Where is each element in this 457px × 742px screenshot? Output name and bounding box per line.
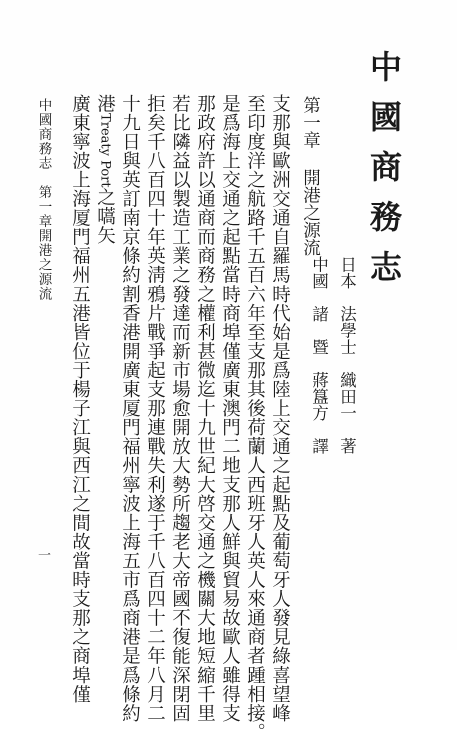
body-column-1: 支那與歐洲交通自羅馬時代始是爲陸上交通之起點及葡萄牙人發見綠喜望峰 bbox=[269, 94, 291, 723]
body-column-2: 至印度洋之航路千五百六年至支那其後荷蘭人西班牙人英人來通商者踵相接。 bbox=[244, 94, 266, 742]
treaty-port-latin: Treaty Port bbox=[97, 113, 113, 188]
chapter-number: 第一章 bbox=[300, 96, 321, 149]
treaty-prefix: 港 bbox=[94, 94, 116, 114]
treaty-suffix: 之嚆矢 bbox=[94, 187, 116, 245]
body-column-5: 若比隣益以製造工業之發達而新市場愈開放大勢所趨老大帝國不復能深閉固 bbox=[169, 94, 191, 723]
body-column-9: 廣東寧波上海厦門福州五港皆位于楊子江與西江之間故當時支那之商埠僅 bbox=[69, 94, 91, 704]
body-column-3: 是爲海上交通之起點當時商埠僅廣東澳門二地支那人鮮與貿易故歐人雖得支 bbox=[219, 94, 241, 723]
body-column-6: 拒矣千八百四十年英淸鴉片戰爭起支那連戰失利遂于千八百四十二年八月二 bbox=[144, 94, 166, 723]
body-column-4: 那政府許以通商而商務之權利甚微迄十九世紀大啓交通之機關大地短縮千里 bbox=[194, 94, 216, 723]
book-title: 中國商務志 bbox=[365, 50, 403, 300]
chapter-title: 開港之源流 bbox=[300, 168, 321, 256]
body-column-8 bbox=[95, 94, 114, 245]
author-line-original: 日本 法學士 織田一 著 bbox=[337, 256, 357, 454]
body-column-7: 十九日與英訂南京條約割香港開廣東厦門福州寧波上海五市爲商港是爲條約 bbox=[119, 94, 141, 723]
chapter-heading bbox=[301, 84, 319, 256]
running-header: 中國商務志 第一章開港之源流 bbox=[35, 98, 52, 301]
author-line-translator: 中國 諸 暨 蔣簋方 譯 bbox=[309, 256, 329, 454]
page-number: 一 bbox=[35, 548, 50, 561]
